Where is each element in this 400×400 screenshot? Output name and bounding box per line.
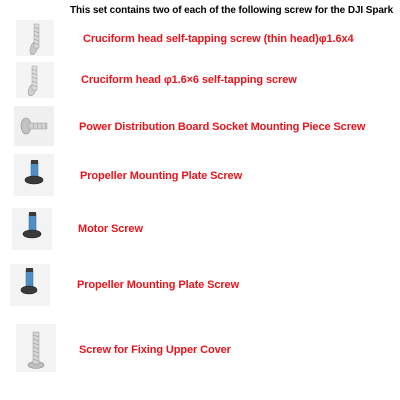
black-screw-threadlock-icon [10, 206, 54, 250]
black-screw-threadlock-icon [12, 152, 56, 196]
silver-self-tapping-screw-icon [14, 60, 58, 104]
silver-self-tapping-screw-icon [14, 18, 58, 62]
header-text: This set contains two of each of the following screw for the DJI Spark [70, 5, 394, 16]
screw-item [0, 322, 400, 378]
screw-item [0, 206, 400, 252]
screw-item [0, 60, 400, 100]
screw-label: Cruciform head φ1.6×6 self-tapping screw [81, 74, 297, 86]
screw-item [0, 104, 400, 148]
screw-item [0, 262, 400, 308]
screw-label: Power Distribution Board Socket Mounting Piece Screw [79, 121, 366, 133]
screw-item [0, 152, 400, 198]
screw-label: Cruciform head self-tapping screw (thin head)φ1.6x4 [83, 33, 354, 45]
screw-label: Motor Screw [78, 223, 143, 235]
black-screw-threadlock-icon [8, 262, 52, 306]
silver-long-screw-icon [14, 322, 58, 374]
screw-label: Propeller Mounting Plate Screw [77, 279, 240, 291]
screw-item [0, 18, 400, 58]
silver-machine-screw-icon [12, 104, 56, 148]
screw-label: Screw for Fixing Upper Cover [79, 344, 231, 356]
screw-label: Propeller Mounting Plate Screw [80, 170, 243, 182]
